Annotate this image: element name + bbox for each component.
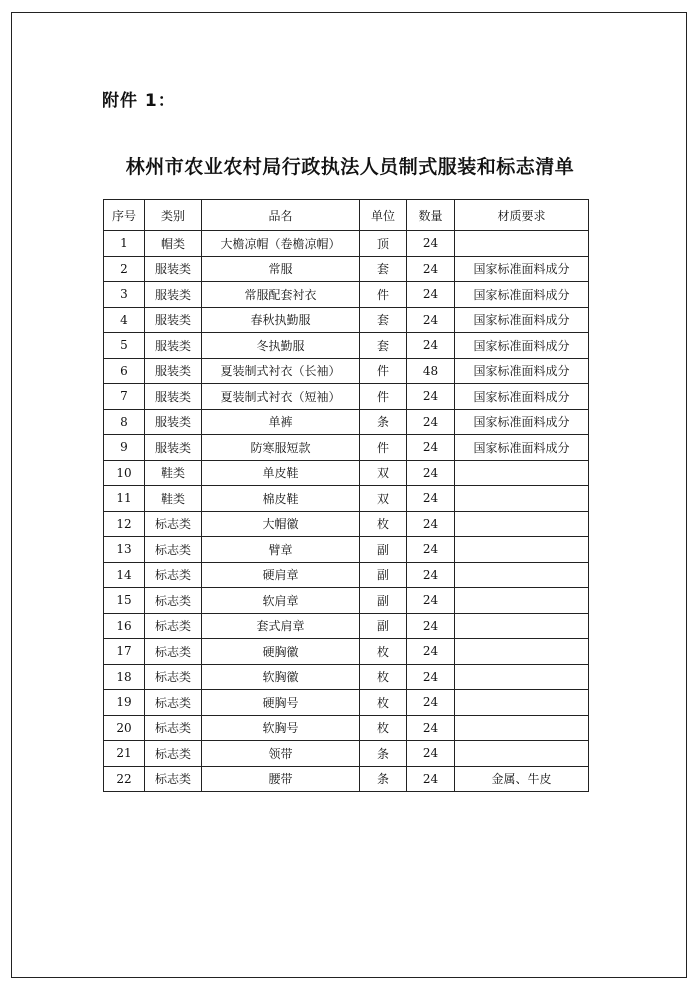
- col-header-serial: 序号: [104, 200, 145, 231]
- cell-unit: 套: [360, 333, 407, 359]
- cell-material: [455, 231, 589, 257]
- cell-item-name: 软肩章: [202, 588, 360, 614]
- cell-serial: 16: [104, 613, 145, 639]
- cell-serial: 20: [104, 715, 145, 741]
- col-header-quantity: 数量: [407, 200, 455, 231]
- cell-unit: 枚: [360, 639, 407, 665]
- cell-category: 服装类: [145, 333, 202, 359]
- cell-quantity: 24: [407, 562, 455, 588]
- cell-item-name: 大檐凉帽（卷檐凉帽）: [202, 231, 360, 257]
- cell-serial: 21: [104, 741, 145, 767]
- cell-quantity: 24: [407, 766, 455, 792]
- cell-quantity: 24: [407, 435, 455, 461]
- cell-category: 标志类: [145, 664, 202, 690]
- cell-quantity: 24: [407, 333, 455, 359]
- table-row: [104, 460, 589, 486]
- cell-quantity: 24: [407, 256, 455, 282]
- cell-item-name: 夏装制式衬衣（长袖）: [202, 358, 360, 384]
- cell-unit: 套: [360, 307, 407, 333]
- cell-material: 国家标准面料成分: [455, 435, 589, 461]
- cell-item-name: 冬执勤服: [202, 333, 360, 359]
- cell-item-name: 硬胸徽: [202, 639, 360, 665]
- table-row: [104, 409, 589, 435]
- cell-material: [455, 537, 589, 563]
- cell-quantity: 24: [407, 639, 455, 665]
- cell-unit: 双: [360, 486, 407, 512]
- cell-unit: 枚: [360, 664, 407, 690]
- col-header-category: 类别: [145, 200, 202, 231]
- cell-unit: 副: [360, 588, 407, 614]
- cell-unit: 条: [360, 741, 407, 767]
- cell-category: 服装类: [145, 409, 202, 435]
- table-row: [104, 358, 589, 384]
- cell-item-name: 套式肩章: [202, 613, 360, 639]
- cell-category: 标志类: [145, 537, 202, 563]
- cell-unit: 顶: [360, 231, 407, 257]
- cell-quantity: 24: [407, 741, 455, 767]
- cell-material: 国家标准面料成分: [455, 333, 589, 359]
- cell-material: [455, 511, 589, 537]
- cell-unit: 双: [360, 460, 407, 486]
- cell-item-name: 大帽徽: [202, 511, 360, 537]
- cell-quantity: 24: [407, 231, 455, 257]
- cell-serial: 15: [104, 588, 145, 614]
- table-row: [104, 588, 589, 614]
- cell-material: [455, 741, 589, 767]
- cell-material: 国家标准面料成分: [455, 409, 589, 435]
- cell-item-name: 常服配套衬衣: [202, 282, 360, 308]
- cell-material: [455, 562, 589, 588]
- table-row: [104, 613, 589, 639]
- col-header-material: 材质要求: [455, 200, 589, 231]
- cell-unit: 条: [360, 766, 407, 792]
- attachment-label: 附件 1：: [102, 91, 176, 111]
- cell-unit: 件: [360, 435, 407, 461]
- col-header-unit: 单位: [360, 200, 407, 231]
- cell-quantity: 24: [407, 486, 455, 512]
- cell-item-name: 腰带: [202, 766, 360, 792]
- cell-material: 国家标准面料成分: [455, 384, 589, 410]
- cell-material: 金属、牛皮: [455, 766, 589, 792]
- cell-serial: 8: [104, 409, 145, 435]
- cell-material: 国家标准面料成分: [455, 256, 589, 282]
- cell-category: 标志类: [145, 690, 202, 716]
- cell-serial: 7: [104, 384, 145, 410]
- cell-category: 标志类: [145, 639, 202, 665]
- cell-material: 国家标准面料成分: [455, 358, 589, 384]
- cell-material: [455, 639, 589, 665]
- table-row: [104, 307, 589, 333]
- cell-category: 服装类: [145, 256, 202, 282]
- cell-item-name: 单皮鞋: [202, 460, 360, 486]
- cell-material: 国家标准面料成分: [455, 307, 589, 333]
- cell-serial: 5: [104, 333, 145, 359]
- inventory-table: [103, 199, 589, 792]
- cell-serial: 14: [104, 562, 145, 588]
- cell-material: 国家标准面料成分: [455, 282, 589, 308]
- table-header-row: [104, 200, 589, 231]
- table-row: [104, 537, 589, 563]
- cell-material: [455, 715, 589, 741]
- cell-item-name: 夏装制式衬衣（短袖）: [202, 384, 360, 410]
- cell-unit: 副: [360, 613, 407, 639]
- cell-unit: 条: [360, 409, 407, 435]
- cell-item-name: 常服: [202, 256, 360, 282]
- cell-category: 服装类: [145, 307, 202, 333]
- cell-item-name: 臂章: [202, 537, 360, 563]
- table-row: [104, 435, 589, 461]
- cell-category: 标志类: [145, 766, 202, 792]
- cell-quantity: 24: [407, 307, 455, 333]
- table-row: [104, 231, 589, 257]
- cell-item-name: 软胸徽: [202, 664, 360, 690]
- cell-serial: 1: [104, 231, 145, 257]
- cell-serial: 12: [104, 511, 145, 537]
- cell-serial: 2: [104, 256, 145, 282]
- cell-quantity: 24: [407, 409, 455, 435]
- table-row: [104, 384, 589, 410]
- cell-category: 标志类: [145, 613, 202, 639]
- table-row: [104, 741, 589, 767]
- cell-category: 标志类: [145, 511, 202, 537]
- cell-item-name: 棉皮鞋: [202, 486, 360, 512]
- cell-category: 标志类: [145, 588, 202, 614]
- cell-serial: 11: [104, 486, 145, 512]
- cell-serial: 13: [104, 537, 145, 563]
- cell-quantity: 24: [407, 537, 455, 563]
- cell-category: 服装类: [145, 435, 202, 461]
- cell-quantity: 24: [407, 282, 455, 308]
- cell-quantity: 24: [407, 664, 455, 690]
- cell-unit: 枚: [360, 690, 407, 716]
- cell-unit: 副: [360, 537, 407, 563]
- cell-item-name: 硬胸号: [202, 690, 360, 716]
- cell-category: 标志类: [145, 562, 202, 588]
- cell-category: 鞋类: [145, 486, 202, 512]
- cell-material: [455, 588, 589, 614]
- cell-quantity: 24: [407, 613, 455, 639]
- cell-category: 鞋类: [145, 460, 202, 486]
- cell-quantity: 24: [407, 384, 455, 410]
- cell-serial: 19: [104, 690, 145, 716]
- cell-serial: 6: [104, 358, 145, 384]
- table-body: [104, 231, 589, 792]
- cell-category: 服装类: [145, 282, 202, 308]
- table-row: [104, 333, 589, 359]
- cell-material: [455, 690, 589, 716]
- cell-unit: 件: [360, 384, 407, 410]
- cell-material: [455, 664, 589, 690]
- table-row: [104, 282, 589, 308]
- table-row: [104, 639, 589, 665]
- cell-serial: 4: [104, 307, 145, 333]
- cell-quantity: 24: [407, 460, 455, 486]
- cell-item-name: 单裤: [202, 409, 360, 435]
- col-header-item-name: 品名: [202, 200, 360, 231]
- table-row: [104, 256, 589, 282]
- cell-quantity: 24: [407, 588, 455, 614]
- cell-material: [455, 460, 589, 486]
- cell-serial: 22: [104, 766, 145, 792]
- cell-unit: 件: [360, 282, 407, 308]
- table-row: [104, 486, 589, 512]
- cell-item-name: 春秋执勤服: [202, 307, 360, 333]
- cell-category: 帽类: [145, 231, 202, 257]
- document-title: 林州市农业农村局行政执法人员制式服装和标志清单: [125, 156, 575, 178]
- cell-serial: 17: [104, 639, 145, 665]
- cell-unit: 副: [360, 562, 407, 588]
- cell-category: 服装类: [145, 358, 202, 384]
- table-row: [104, 715, 589, 741]
- cell-unit: 件: [360, 358, 407, 384]
- table-row: [104, 690, 589, 716]
- cell-quantity: 24: [407, 715, 455, 741]
- cell-quantity: 24: [407, 690, 455, 716]
- cell-unit: 套: [360, 256, 407, 282]
- cell-quantity: 24: [407, 511, 455, 537]
- cell-category: 标志类: [145, 741, 202, 767]
- table-row: [104, 664, 589, 690]
- cell-item-name: 领带: [202, 741, 360, 767]
- cell-category: 服装类: [145, 384, 202, 410]
- cell-material: [455, 613, 589, 639]
- cell-unit: 枚: [360, 511, 407, 537]
- cell-item-name: 防寒服短款: [202, 435, 360, 461]
- cell-item-name: 硬肩章: [202, 562, 360, 588]
- cell-material: [455, 486, 589, 512]
- table-row: [104, 766, 589, 792]
- cell-serial: 9: [104, 435, 145, 461]
- cell-serial: 10: [104, 460, 145, 486]
- table-row: [104, 562, 589, 588]
- cell-item-name: 软胸号: [202, 715, 360, 741]
- cell-quantity: 48: [407, 358, 455, 384]
- cell-serial: 3: [104, 282, 145, 308]
- cell-serial: 18: [104, 664, 145, 690]
- cell-unit: 枚: [360, 715, 407, 741]
- table-row: [104, 511, 589, 537]
- cell-category: 标志类: [145, 715, 202, 741]
